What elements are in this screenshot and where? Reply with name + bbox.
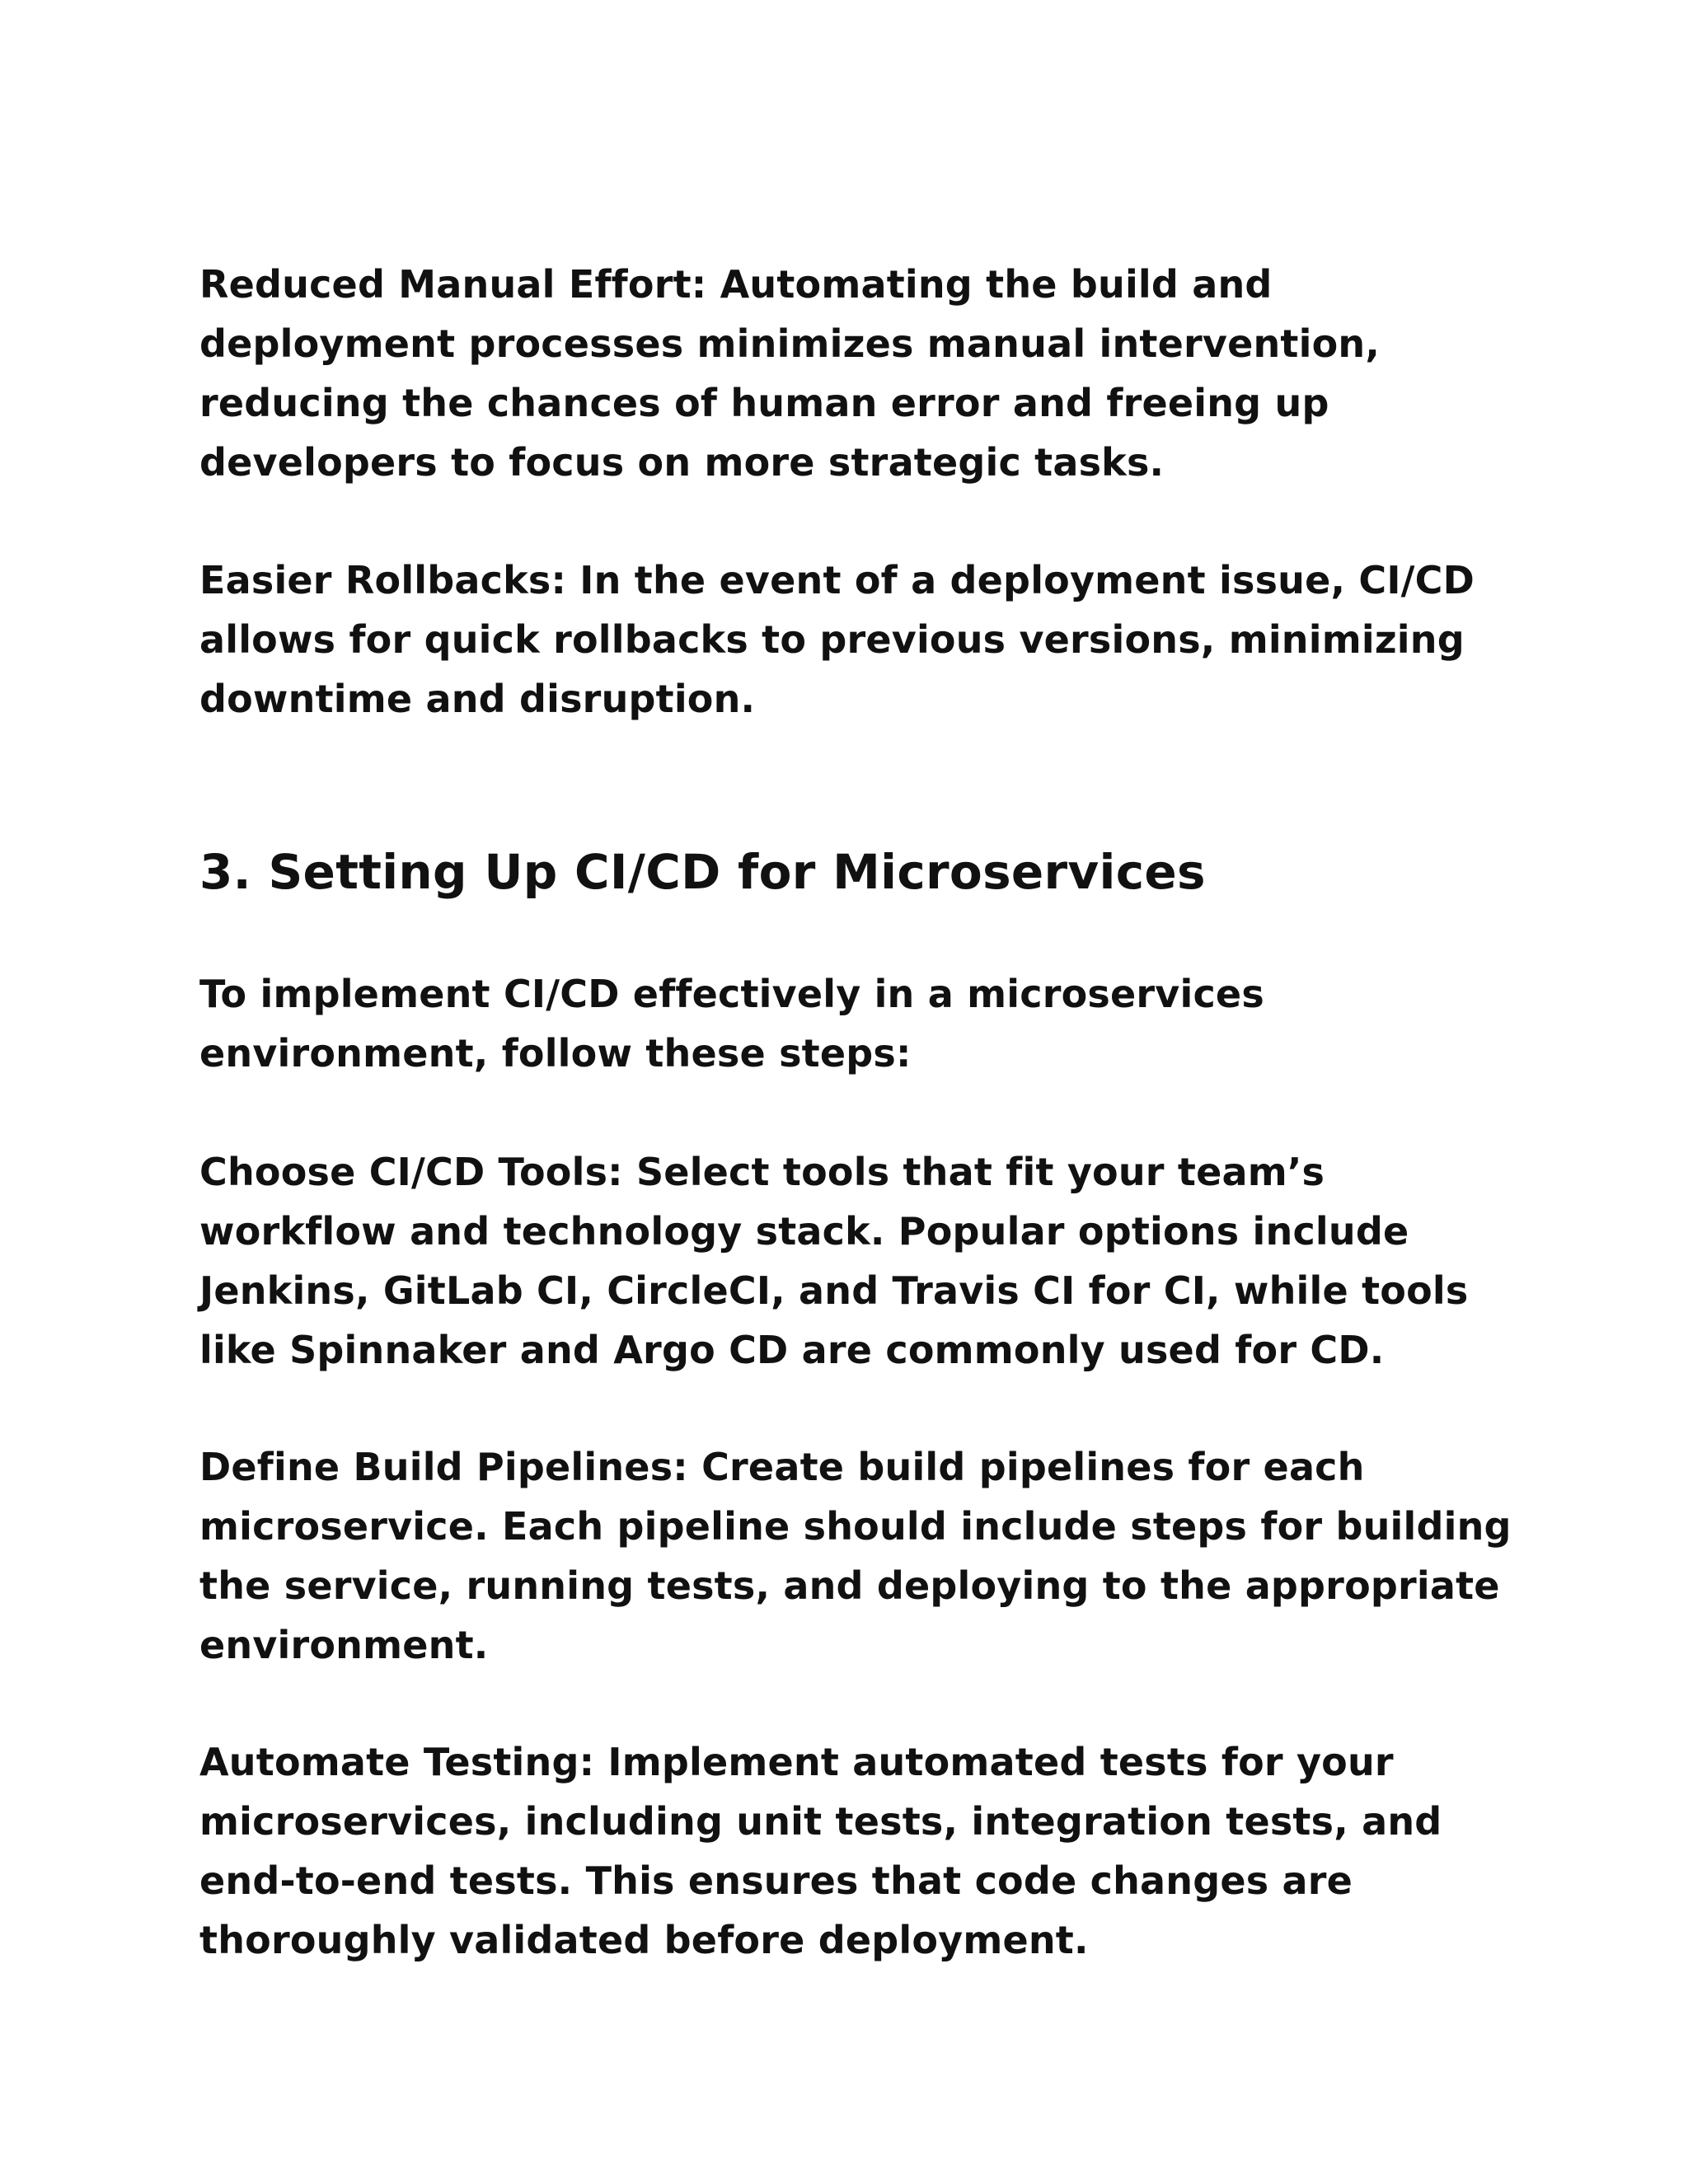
text-line: developers to focus on more strategic tasks. [199,440,1165,485]
text-line: Reduced Manual Effort: Automating the build and [199,262,1273,307]
text-line: microservices, including unit tests, integration tests, and [199,1799,1442,1844]
paragraph-choose-tools [199,1142,1502,1380]
text-line: downtime and disruption. [199,677,756,721]
text-line: end-to-end tests. This ensures that code changes are [199,1858,1353,1903]
paragraph-define-pipelines [199,1437,1512,1675]
paragraph-easier-rollbacks [199,551,1502,729]
text-line: Automate Testing: Implement automated tests for your [199,1740,1394,1784]
text-line: workflow and technology stack. Popular options include [199,1209,1409,1254]
text-line: like Spinnaker and Argo CD are commonly used for CD. [199,1328,1385,1372]
text-line: thoroughly validated before deployment. [199,1918,1089,1962]
text-line: deployment processes minimizes manual intervention, [199,321,1380,366]
paragraph-automate-testing [199,1732,1502,1970]
text-line: To implement CI/CD effectively in a microservices [199,972,1264,1016]
paragraph-reduced-manual-effort [199,255,1502,492]
text-line: allows for quick rollbacks to previous versions, minimizing [199,617,1465,662]
text-line: the service, running tests, and deploying to the appropriate [199,1563,1500,1608]
section-heading: 3. Setting Up CI/CD for Microservices [199,844,1206,900]
paragraph-intro [199,964,1502,1083]
text-line: environment, follow these steps: [199,1031,912,1076]
text-line: microservice. Each pipeline should include steps for building [199,1504,1512,1549]
text-line: Choose CI/CD Tools: Select tools that fit your team’s [199,1150,1325,1194]
text-line: Jenkins, GitLab CI, CircleCI, and Travis CI for CI, while tools [199,1268,1469,1313]
text-line: Easier Rollbacks: In the event of a deployment issue, CI/CD [199,558,1475,602]
text-line: environment. [199,1623,489,1667]
text-line: reducing the chances of human error and freeing up [199,381,1329,425]
text-line: Define Build Pipelines: Create build pipelines for each [199,1445,1365,1489]
